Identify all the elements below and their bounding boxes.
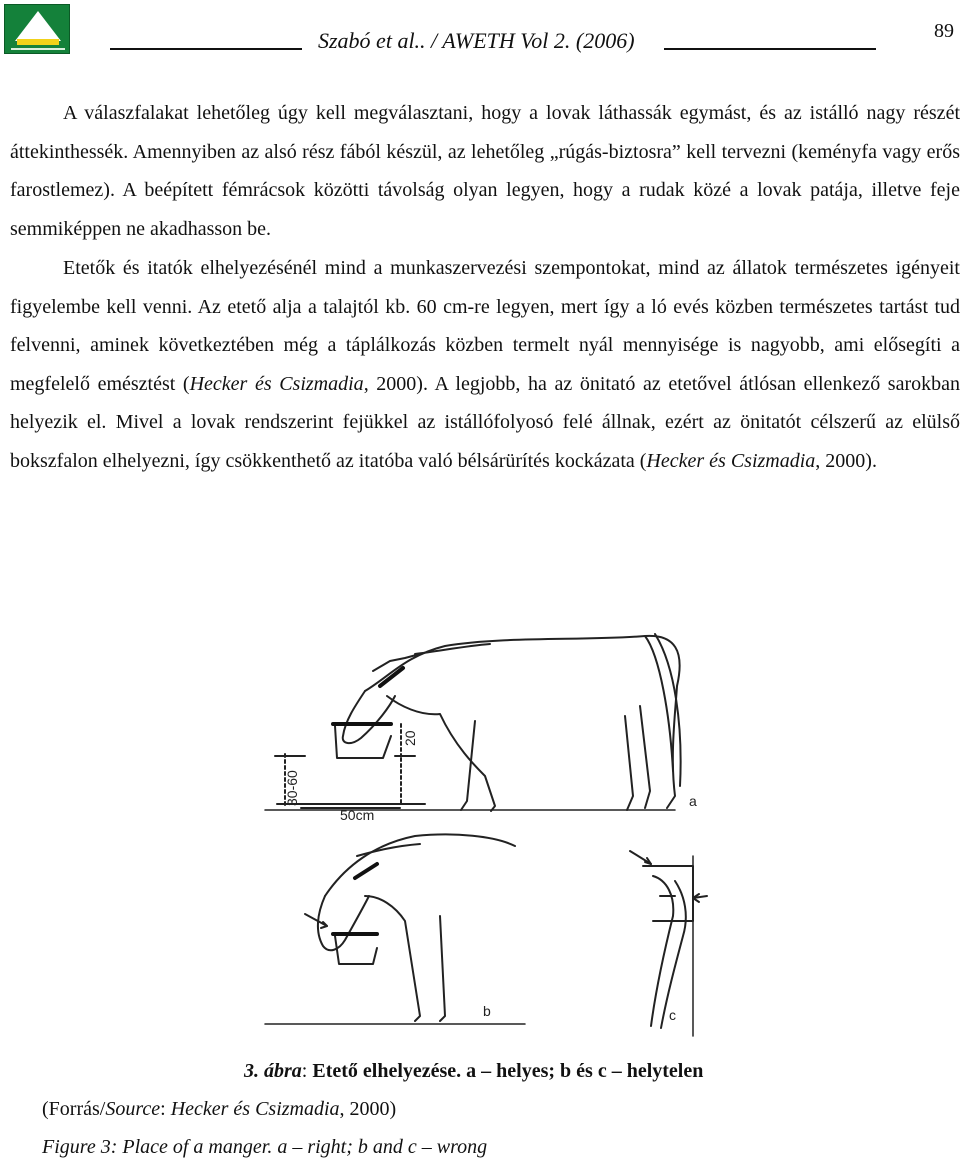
caption-title: Etető elhelyezése. a – helyes; b és c – helytelen (312, 1060, 704, 1082)
paragraph-text: Etetők és itatók elhelyezésénél mind a munkaszervezési szempontokat, mind az állatok természetes igényeit figyelembe kell venni. Az etető alja a talajtól kb. 60 cm-re legyen, mert így a ló evés közben természetes tartást tud felvenni, aminek következtében még a táplálkozás közben termelt nyál mennyisége is nagyobb, ami elősegíti a megfelelő emésztést ( (10, 257, 960, 395)
figure-manger-placement (205, 596, 815, 1042)
citation: Hecker és Csizmadia (646, 449, 816, 472)
dimension-label-50cm: 50cm (340, 807, 375, 823)
drawing-label-b: b (483, 1003, 491, 1019)
paragraph-text: , 2000). (815, 449, 877, 472)
page-number: 89 (934, 20, 954, 42)
citation: Hecker és Csizmadia (189, 372, 364, 395)
paragraph-partitions: A válaszfalakat lehetőleg úgy kell megválasztani, hogy a lovak láthassák egymást, és az istálló nagy részét áttekinthessék. Amennyiben az alsó rész fából készül, az lehetőleg „rúgás-biztosra” kell tervezni (keményfa vagy erős farostlemez). A beépített fémrácsok közötti távolság olyan legyen, hogy a rudak közé a lovak patája, illetve feje semmiképpen ne akadhasson be. (10, 102, 960, 240)
source-word: Source (105, 1098, 161, 1120)
dimension-label-20: 20 (402, 730, 418, 746)
drawing-label-a: a (689, 793, 697, 809)
paragraph-feeders (10, 249, 960, 480)
figure-caption-hungarian (0, 1060, 960, 1083)
figure-number: 3. ábra (244, 1060, 302, 1082)
drawing-label-c: c (669, 1007, 676, 1023)
drawing-b (318, 834, 515, 1021)
figure-caption-english: Figure 3: Place of a manger. a – right; b and c – wrong (42, 1136, 488, 1158)
drawing-a (343, 634, 681, 811)
source-close: , 2000) (339, 1098, 397, 1120)
header-rule-left (110, 48, 302, 50)
source-authors: Hecker és Csizmadia (170, 1098, 340, 1120)
logo-triangle-icon (15, 11, 61, 41)
logo-band (17, 39, 59, 45)
drawing-c (643, 866, 693, 1028)
source-separator: : (160, 1098, 171, 1120)
running-title: Szabó et al.. / AWETH Vol 2. (2006) (318, 28, 635, 53)
manger-b (335, 936, 377, 964)
paragraph-text: , 2000). A legjobb, ha az önitató az etetővel átlósan ellenkező sarokban helyezik el. Mivel a lovak rendszerint fejükkel az istállófolyosó felé állnak, ezért az önitatót célszerű az elülső bokszfalon elhelyezni, így csökkenthető az itatóba való bélsárürítés kockázata ( (10, 372, 960, 472)
journal-logo (4, 4, 70, 54)
header-rule-right (664, 48, 876, 50)
caption-separator: : (301, 1060, 313, 1082)
logo-url-strip (11, 48, 65, 50)
source-open: (Forrás/ (42, 1098, 106, 1120)
dimension-label-30-60: 30-60 (284, 770, 300, 806)
figure-drawing (205, 596, 815, 1042)
figure-source (0, 1098, 960, 1121)
